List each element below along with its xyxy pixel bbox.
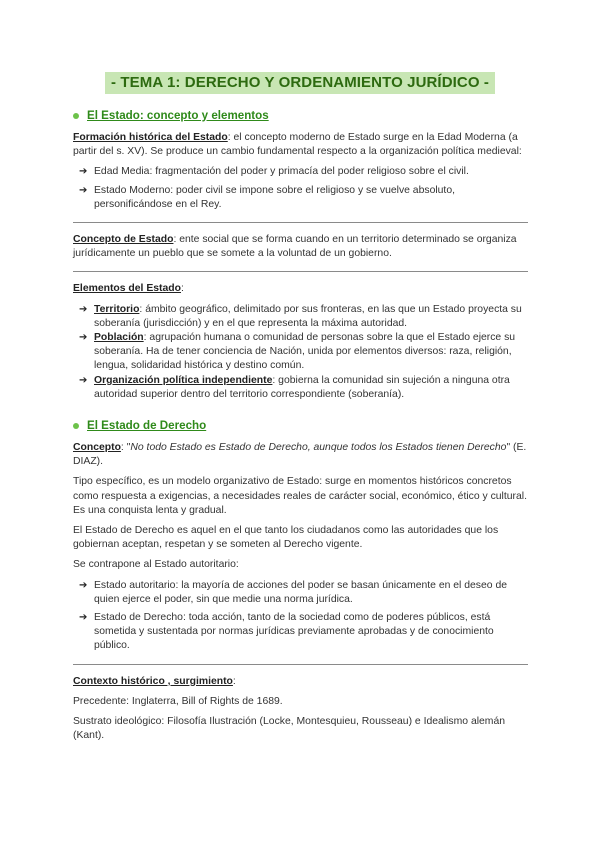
paragraph: Se contrapone al Estado autoritario: <box>73 559 239 571</box>
arrow-right-icon: ➔ <box>79 166 88 178</box>
arrow-right-icon: ➔ <box>79 184 88 196</box>
list-item: ➔ Estado de Derecho: toda acción, tanto de la sociedad como de poderes públicos, está sometida y sustentada por normas jurídicas previamente aprobadas y de conocimiento público. <box>79 612 494 652</box>
elementos-heading: Elementos del Estado: <box>73 283 184 295</box>
contexto-heading: Contexto histórico , surgimiento: <box>73 675 236 687</box>
title-wrapper <box>0 72 600 94</box>
concepto-label: Concepto <box>73 442 121 454</box>
bullet-dot-icon <box>73 423 79 429</box>
paragraph: Tipo específico, es un modelo organizativo de Estado: surge en momentos históricos concretos como respuesta a exigencias, a necesidades reales de carácter social, económico, ético y cultural. Es una conquista lenta y gradual. <box>73 476 527 516</box>
paragraph: Sustrato ideológico: Filosofía Ilustración (Locke, Montesquieu, Rousseau) e Idealismo alemán (Kant). <box>73 716 506 742</box>
section-heading-estado: El Estado: concepto y elementos <box>73 108 528 123</box>
formacion-list <box>73 165 528 212</box>
list-item: ➔ Población: agrupación humana o comunidad de personas sobre la que el Estado ejerce su soberanía. Ha de tener conciencia de Nación, unida por elementos diversos: raza, religión, lengua, solidaridad histórica y destino común. <box>79 332 516 372</box>
arrow-right-icon: ➔ <box>79 332 88 344</box>
list-item: ➔ Estado Moderno: poder civil se impone sobre el religioso y se vuelve absoluto, personificándose en el Rey. <box>79 184 455 210</box>
document-content <box>73 108 528 750</box>
divider <box>73 222 528 223</box>
elementos-label: Elementos del Estado <box>73 283 181 295</box>
spacer <box>73 406 528 418</box>
list-item: ➔ Estado autoritario: la mayoría de acciones del poder se basan únicamente en el deseo de quien ejerce el poder, sin que medie una norma jurídica. <box>79 579 508 605</box>
contexto-label: Contexto histórico , surgimiento <box>73 675 233 687</box>
bullet-dot-icon <box>73 113 79 119</box>
formacion-paragraph: Formación histórica del Estado: el concepto moderno de Estado surge en la Edad Moderna (a partir del s. XV). Se produce un cambio fundamental respecto a la organización política medieval: <box>73 132 522 158</box>
elementos-list <box>73 303 528 402</box>
autoritario-list <box>73 579 528 654</box>
formacion-label: Formación histórica del Estado <box>73 132 228 143</box>
list-item: ➔ Territorio: ámbito geográfico, delimitado por sus fronteras, en las que un Estado proyecta su soberanía (jurisdicción) y en el que representa la máxima autoridad. <box>79 303 522 329</box>
concepto-estado-label: Concepto de Estado <box>73 234 174 246</box>
divider <box>73 664 528 665</box>
concepto-estado-paragraph: Concepto de Estado: ente social que se forma cuando en un territorio determinado se organiza jurídicamente un pueblo que se somete a la voluntad de un gobierno. <box>73 234 517 260</box>
quote-text: No todo Estado es Estado de Derecho, aunque todos los Estados tienen Derecho <box>130 442 507 454</box>
arrow-right-icon: ➔ <box>79 303 88 315</box>
page-title: - TEMA 1: DERECHO Y ORDENAMIENTO JURÍDICO - <box>105 72 495 94</box>
arrow-right-icon: ➔ <box>79 374 88 386</box>
list-item: ➔ Edad Media: fragmentación del poder y primacía del poder religioso sobre el civil. <box>73 165 528 179</box>
divider <box>73 271 528 272</box>
paragraph: El Estado de Derecho es aquel en el que tanto los ciudadanos como las autoridades que los gobiernan aceptan, respetan y se someten al Derecho vigente. <box>73 525 499 551</box>
arrow-right-icon: ➔ <box>79 579 88 591</box>
arrow-right-icon: ➔ <box>79 612 88 624</box>
concepto-derecho-paragraph: Concepto: "No todo Estado es Estado de Derecho, aunque todos los Estados tienen Derecho" (E. DIAZ). <box>73 442 527 468</box>
list-item: ➔ Organización política independiente: gobierna la comunidad sin sujeción a ninguna otra autoridad superior dentro del territorio correspondiente (soberanía). <box>79 374 510 400</box>
section-heading-estado-derecho: El Estado de Derecho <box>73 418 528 433</box>
paragraph: Precedente: Inglaterra, Bill of Rights de 1689. <box>73 695 283 707</box>
